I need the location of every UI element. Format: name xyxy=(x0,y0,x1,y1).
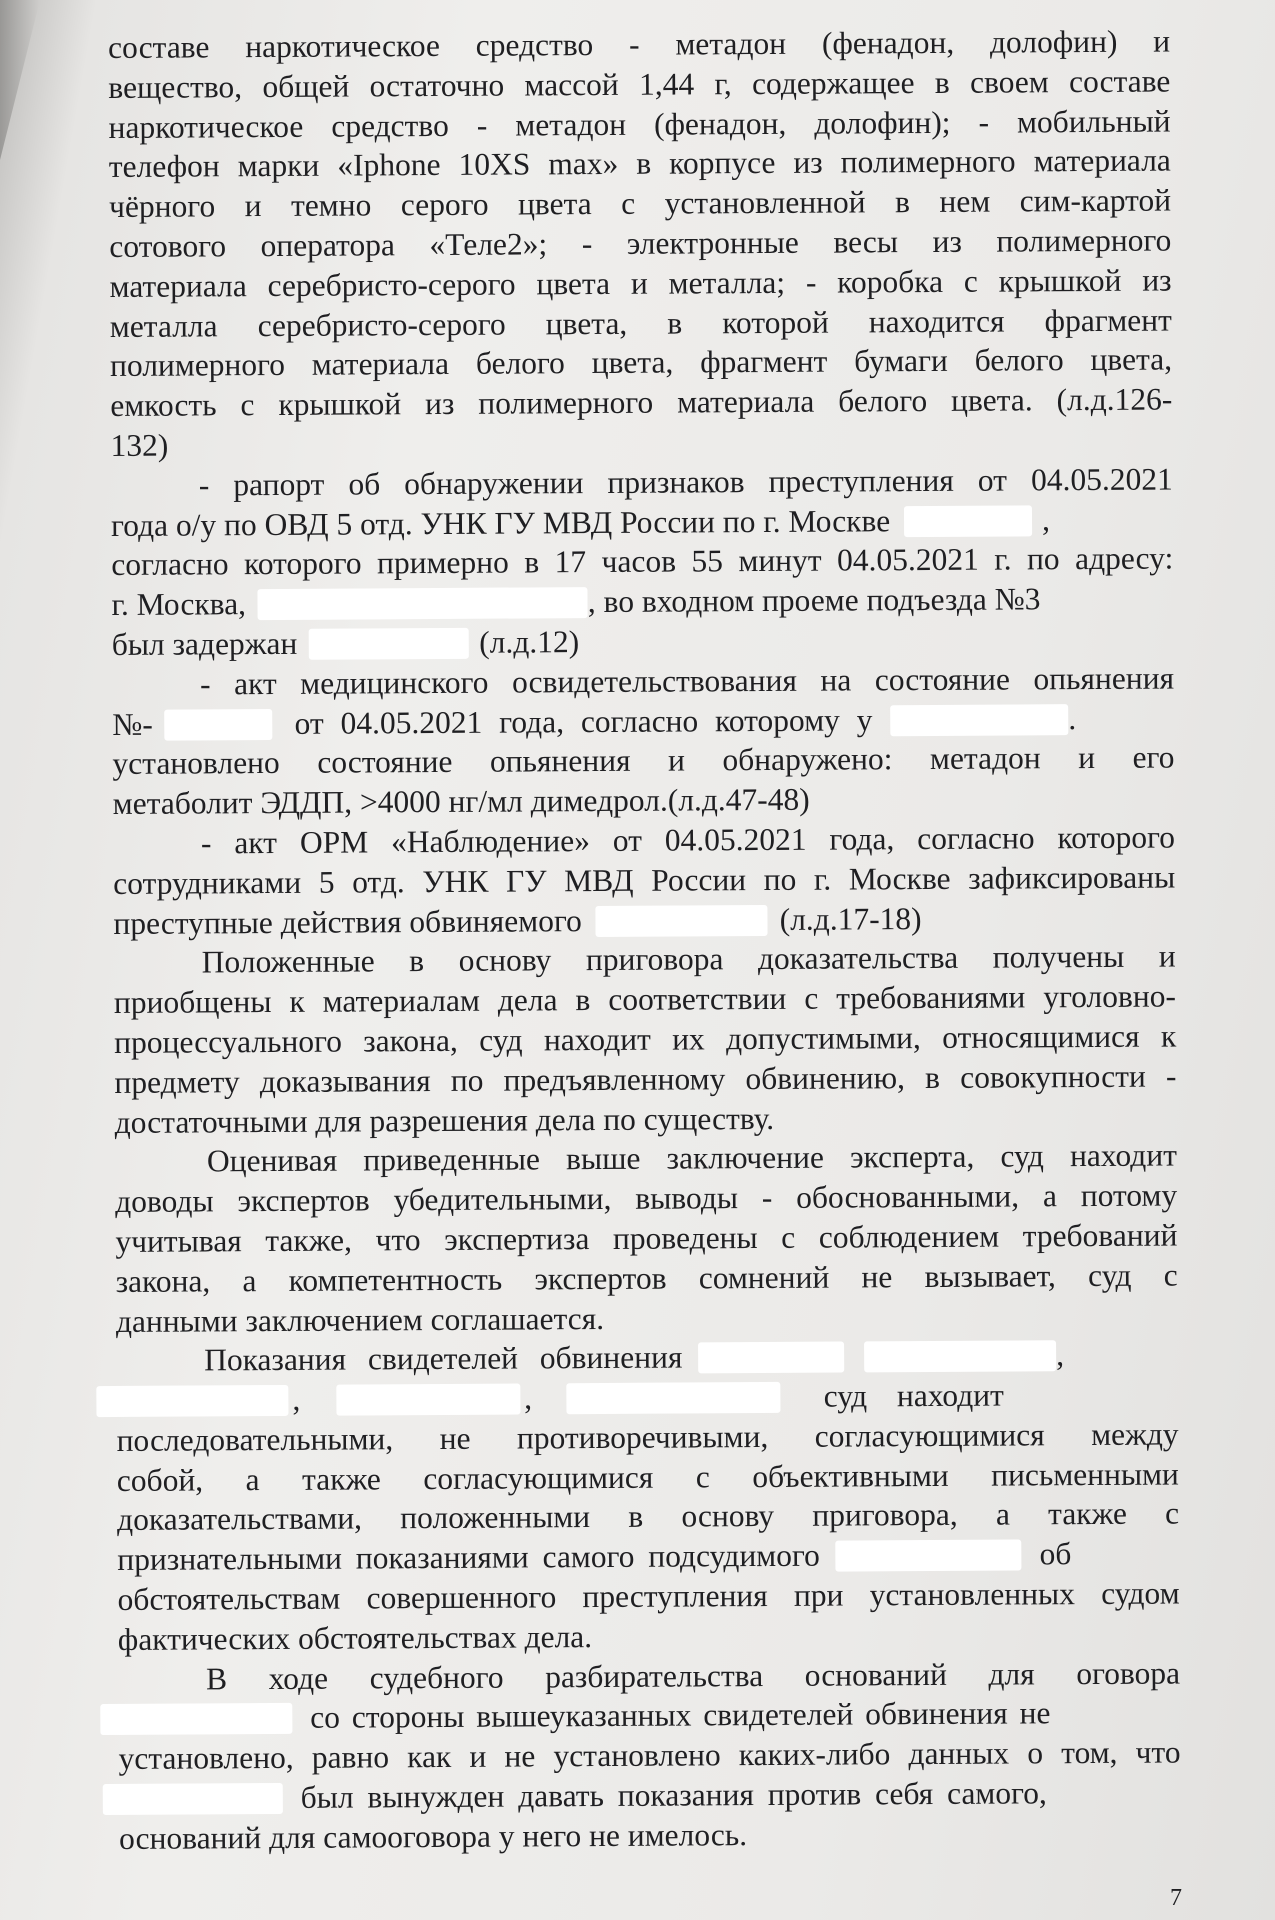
redaction-box xyxy=(864,1341,1056,1373)
text-fragment: №- xyxy=(112,706,153,742)
text-line xyxy=(113,897,1175,943)
text-line: наркотическое средство - метадон (фенадон, долофин); - мобильный xyxy=(108,103,1171,145)
text-line xyxy=(111,579,1173,625)
redaction-box xyxy=(596,905,768,937)
text-fragment: , xyxy=(524,1380,533,1416)
text-line: собой, а также согласующимися с объективными письменными xyxy=(116,1456,1179,1498)
text-fragment: от 04.05.2021 года, согласно которому у xyxy=(294,701,873,741)
redaction-box xyxy=(100,1703,292,1735)
text-line: сотрудниками 5 отд. УНК ГУ МВД России по г. Москве зафиксированы xyxy=(113,859,1176,901)
text-line: фактических обстоятельствах дела. xyxy=(117,1618,593,1657)
text-fragment: был вынужден давать показания против себя самого, xyxy=(300,1775,1047,1815)
text-fragment: признательными показаниями самого подсудимого xyxy=(117,1537,820,1578)
text-line xyxy=(111,499,1173,545)
text-line: процессуального закона, суд находит их допустимыми, относящимися к xyxy=(114,1018,1177,1060)
text-fragment: (л.д.12) xyxy=(479,624,580,660)
text-fragment: преступные действия обвиняемого xyxy=(113,902,582,941)
text-fragment: со стороны вышеуказанных свидетелей обвинения не xyxy=(310,1695,1051,1736)
text-fragment: , xyxy=(1041,501,1051,537)
text-line xyxy=(112,698,1174,744)
text-line: - акт ОРМ «Наблюдение» от 04.05.2021 года, согласно которого xyxy=(200,819,1176,861)
text-line: В ходе судебного разбирательства оснований для оговора xyxy=(205,1655,1181,1697)
text-line: последовательными, не противоречивыми, согласующимися между xyxy=(116,1416,1179,1458)
text-fragment: г. Москва, xyxy=(111,586,247,623)
redaction-box xyxy=(904,505,1032,537)
text-fragment: , xyxy=(1056,1337,1065,1373)
redaction-box xyxy=(836,1540,1022,1572)
text-line xyxy=(118,1693,1180,1739)
text-fragment: об xyxy=(1039,1536,1072,1572)
text-line: метаболит ЭДДП, >4000 нг/мл димедрол.(л.д.47-48) xyxy=(112,781,810,822)
text-line xyxy=(116,1335,1178,1381)
text-line: оснований для самооговора у него не имелось. xyxy=(118,1816,748,1856)
redaction-box xyxy=(336,1384,520,1416)
text-line: чёрного и темно серого цвета с установленной в нем сим-картой xyxy=(108,182,1172,225)
text-line xyxy=(117,1534,1179,1580)
text-line: материала серебристо-серого цвета и металла; - коробка с крышкой из xyxy=(109,262,1172,304)
text-fragment: Показания свидетелей обвинения xyxy=(204,1339,683,1378)
text-line: согласно которого примерно в 17 часов 55 минут 04.05.2021 г. по адресу: xyxy=(111,540,1174,583)
text-fragment: (л.д.17-18) xyxy=(779,900,922,937)
text-line: Положенные в основу приговора доказательства получены и xyxy=(201,938,1176,980)
text-line: закона, а компетентность экспертов сомнений не вызывает, суд с xyxy=(115,1257,1178,1299)
text-line xyxy=(119,1773,1181,1819)
redaction-box xyxy=(698,1342,844,1374)
text-line: доказательствами, положенными в основу приговора, а также с xyxy=(117,1495,1180,1538)
redaction-box xyxy=(165,709,273,741)
text-line: предмету доказывания по предъявленному обвинению, в совокупности - xyxy=(114,1058,1177,1100)
text-fragment: года о/у по ОВД 5 отд. УНК ГУ МВД России по г. Москве xyxy=(110,502,891,543)
text-line: составе наркотическое средство - метадон (фенадон, долофин) и xyxy=(108,23,1171,65)
text-line: - рапорт об обнаружении признаков преступления от 04.05.2021 xyxy=(198,461,1173,503)
redaction-box xyxy=(309,628,469,660)
page-fold-shadow xyxy=(0,0,40,160)
text-line: достаточными для разрешения дела по существу. xyxy=(114,1100,775,1140)
text-fragment: . xyxy=(1068,700,1077,736)
page-number: 7 xyxy=(1170,1885,1182,1911)
text-line: установлено состояние опьянения и обнаружено: метадон и его xyxy=(112,739,1175,782)
redaction-box xyxy=(566,1382,780,1414)
text-line xyxy=(116,1375,1178,1421)
text-fragment: , во входном проеме подъезда №3 xyxy=(587,581,1041,620)
redaction-box xyxy=(103,1783,283,1815)
document-body xyxy=(108,22,1181,1859)
text-line: 132) xyxy=(110,427,169,463)
text-fragment: , xyxy=(292,1381,301,1417)
text-line: данными заключением соглашается. xyxy=(115,1300,605,1339)
text-line: телефон марки «Iphone 10XS max» в корпусе из полимерного материала xyxy=(108,142,1171,185)
text-line: вещество, общей остаточно массой 1,44 г, содержащее в своем составе xyxy=(108,63,1171,105)
text-line: металла серебристо-серого цвета, в которой находится фрагмент xyxy=(109,302,1172,344)
text-line: приобщены к материалам дела в соответствии с требованиями уголовно- xyxy=(113,978,1177,1021)
text-line: полимерного материала белого цвета, фрагмент бумаги белого цвета, xyxy=(109,341,1173,384)
text-line: обстоятельствам совершенного преступления при установленных судом xyxy=(117,1575,1180,1618)
redaction-box xyxy=(96,1385,288,1417)
text-fragment: суд находит xyxy=(823,1377,1004,1414)
text-line: доводы экспертов убедительными, выводы - обоснованными, а потому xyxy=(115,1177,1178,1220)
text-line: емкость с крышкой из полимерного материала белого цвета. (л.д.126- xyxy=(110,381,1173,424)
text-line: установлено, равно как и не установлено каких-либо данных о том, что xyxy=(118,1734,1181,1777)
redaction-box xyxy=(258,587,588,620)
text-fragment: был задержан xyxy=(111,625,298,662)
redaction-box xyxy=(890,704,1068,736)
text-line xyxy=(112,618,1174,664)
text-line: Оценивая приведенные выше заключение эксперта, суд находит xyxy=(206,1137,1178,1179)
text-line: - акт медицинского освидетельствования на состояние опьянения xyxy=(199,660,1175,702)
text-line: сотового оператора «Теле2»; - электронные весы из полимерного xyxy=(109,222,1172,264)
text-line: учитывая также, что экспертиза проведены с соблюдением требований xyxy=(115,1217,1178,1259)
